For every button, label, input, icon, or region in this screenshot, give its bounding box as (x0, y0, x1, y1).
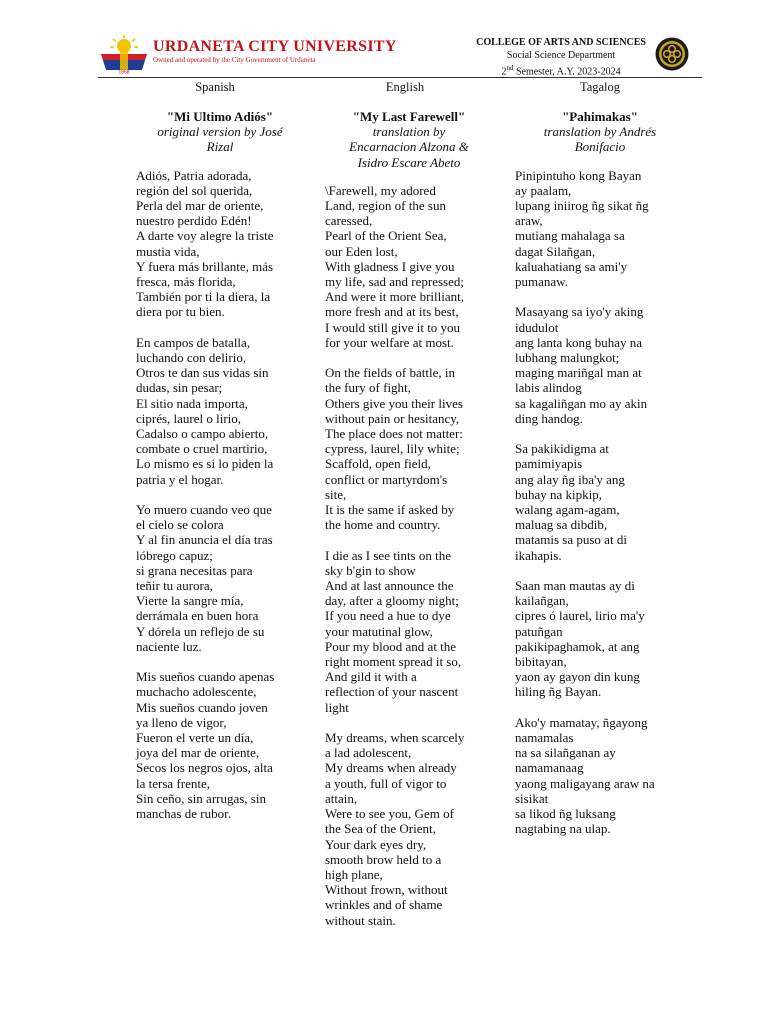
poem-line: sa kagaliñgan mo ay akin (515, 395, 648, 411)
stanza (325, 365, 493, 532)
poem-line: Sin ceño, sin arrugas, sin (136, 790, 266, 806)
poem-line: Others give you their lives (325, 395, 463, 411)
poem-line: attain, (325, 790, 358, 806)
poem-line: sky b'gin to show (325, 562, 416, 578)
poem-line: the fury of fight, (325, 380, 411, 396)
poem-line: Vierte la sangre mía, (136, 593, 244, 609)
poem-line: bibitayan, (515, 654, 567, 670)
poem-line: ang lanta kong buhay na (515, 334, 643, 350)
poem-line: ikahapis. (515, 547, 562, 563)
poem-line: Yo muero cuando veo que (136, 502, 272, 518)
poem-line: Without frown, without (325, 882, 448, 898)
poem-line: right moment spread it so, (325, 654, 462, 670)
poem-line: lóbrego capuz; (136, 547, 213, 563)
poem-line: lupang iniirog ñg sikat ñg (515, 198, 649, 214)
poem-line: maluag sa dibdib, (515, 517, 608, 533)
poem-line: pakikipaghamok, at ang (515, 638, 640, 654)
college-info (476, 36, 646, 78)
stanza (136, 669, 304, 821)
poem-line: manchas de rubor. (136, 806, 231, 822)
column-language: Spanish (195, 80, 235, 94)
poem-line: mustia vida, (136, 243, 200, 259)
poem-line: My dreams when already (325, 760, 457, 776)
poem-line: buhay na kipkip, (515, 486, 603, 502)
stanza (515, 578, 685, 700)
stanza (136, 168, 304, 320)
poem-line: sa likod ñg luksang (515, 806, 616, 822)
poem-line: Fueron el verte un día, (136, 730, 254, 746)
poem-line: Scaffold, open field, (325, 456, 431, 472)
credit-line: Isidro Escare Abeto (357, 154, 461, 170)
poem-body (325, 183, 493, 928)
column-language: Tagalog (579, 80, 621, 94)
poem-line: conflict or martyrdom's (325, 471, 448, 487)
poem-line: yaon ay gayon din kung (515, 669, 640, 685)
poem-line: diera por tu bien. (136, 304, 225, 320)
poem-line: Y fuera más brillante, más (136, 258, 274, 274)
poem-line: And at last announce the (325, 578, 454, 594)
poem-line: Adiós, Patria adorada, (136, 167, 252, 183)
poem-title: "My Last Farewell" (352, 109, 466, 124)
poem-line: site, (325, 486, 347, 502)
poem-credit (515, 124, 685, 154)
poem-line: si grana necesitas para (136, 562, 253, 578)
university-logo-icon (98, 34, 150, 74)
poem-line: Sa pakikidigma at (515, 441, 609, 457)
poem-line: ya lleno de vigor, (136, 714, 227, 730)
poem-line: Mis sueños cuando joven (136, 699, 268, 715)
poem-credit (136, 124, 304, 154)
poem-line: a youth, full of vigor to (325, 775, 447, 791)
poem-line: nagtabing na ulap. (515, 821, 611, 837)
poem-line: If you need a hue to dye (325, 608, 451, 624)
poem-line: With gladness I give you (325, 258, 455, 274)
poem-line: for your welfare at most. (325, 334, 454, 350)
poem-line: lubhang malungkot; (515, 350, 620, 366)
page-header (0, 0, 768, 80)
poem-line: luchando con delirio, (136, 350, 247, 366)
poem-line: dagat Silañgan, (515, 243, 596, 259)
poem-line: a lad adolescent, (325, 745, 412, 761)
poem-line: fresca, más florida, (136, 274, 236, 290)
poem-line: nuestro perdido Edén! (136, 213, 252, 229)
poem-line: Otros te dan sus vidas sin (136, 365, 269, 381)
poem-line: day, after a gloomy night; (325, 593, 459, 609)
poem-line: Mis sueños cuando apenas (136, 669, 275, 685)
poem-line: También por ti la diera, la (136, 289, 271, 305)
poem-line: caressed, (325, 213, 373, 229)
poem-line: Land, region of the sun (325, 198, 446, 214)
poem-title: "Mi Ultimo Adiós" (166, 109, 274, 124)
poem-line: región del sol querida, (136, 182, 253, 198)
poem-line: joya del mar de oriente, (136, 745, 260, 761)
poem-line: labis alindog (515, 380, 582, 396)
poem-line: On the fields of battle, in (325, 365, 455, 381)
poem-line: And gild it with a (325, 669, 417, 685)
poem-line: cypress, laurel, lily white; (325, 441, 460, 457)
poem-line: En campos de batalla, (136, 334, 251, 350)
poem-line: Masayang sa iyo'y aking (515, 304, 644, 320)
poem-line: namamalas (515, 730, 574, 746)
poem-line: wrinkles and of shame (325, 897, 443, 913)
college-seal-icon (655, 37, 689, 71)
poem-line: pumanaw. (515, 274, 568, 290)
poem-line: matamis sa puso at di (515, 532, 627, 548)
poem-line: high plane, (325, 866, 383, 882)
stanza (515, 441, 685, 563)
university-subtitle: Owned and operated by the City Government of Urdaneta (153, 56, 316, 64)
poem-line: Saan man mautas ay di (515, 578, 635, 594)
poem-line: mutiang mahalaga sa (515, 228, 625, 244)
poem-line: Cadalso o campo abierto, (136, 426, 269, 442)
poem-body (136, 168, 304, 822)
header-divider (98, 77, 702, 78)
stanza (515, 715, 685, 837)
credit-line: translation by Andrés (543, 124, 657, 140)
tagalog-column (515, 80, 685, 852)
poem-line: I die as I see tints on the (325, 547, 451, 563)
poem-line: ding handog. (515, 410, 583, 426)
college-name: COLLEGE OF ARTS AND SCIENCES (476, 37, 646, 48)
poem-line: la tersa frente, (136, 775, 210, 791)
logo-year: 1968 (118, 69, 130, 74)
poem-line: the home and country. (325, 517, 441, 533)
poem-line: namamanaag (515, 760, 584, 776)
poem-line: ang alay ñg iba'y ang (515, 471, 625, 487)
poem-line: I would still give it to you (325, 319, 461, 335)
credit-line: Rizal (206, 139, 234, 155)
stanza (325, 548, 493, 715)
poem-line: without pain or hesitancy, (325, 410, 460, 426)
poem-line: more fresh and at its best, (325, 304, 459, 320)
poem-line: our Eden lost, (325, 243, 398, 259)
poem-line: el cielo se colora (136, 517, 224, 533)
poem-line: The place does not matter: (325, 426, 463, 442)
stanza (515, 168, 685, 290)
poem-line: my life, sad and repressed; (325, 274, 464, 290)
poem-line: without stain. (325, 912, 396, 928)
poem-line: combate o cruel martirio, (136, 441, 268, 457)
poem-line: kailañgan, (515, 593, 569, 609)
english-column (325, 80, 493, 943)
semester-info: 2nd Semester, A.Y. 2023-2024 (501, 64, 621, 78)
poem-line: Y al fin anuncia el día tras (136, 532, 273, 548)
spanish-column (136, 80, 304, 836)
poem-line: na sa silañganan ay (515, 745, 616, 761)
poem-line: muchacho adolescente, (136, 684, 257, 700)
poem-line: Pearl of the Orient Sea, (325, 228, 447, 244)
poem-line: walang agam-agam, (515, 502, 620, 518)
poem-line: \Farewell, my adored (325, 182, 436, 198)
credit-line: Encarnacion Alzona & (349, 139, 469, 155)
poem-line: Pour my blood and at the (325, 638, 457, 654)
poem-title: "Pahimakas" (562, 109, 638, 124)
poem-line: light (325, 699, 349, 715)
poem-line: idudulot (515, 319, 559, 335)
poem-line: patuñgan (515, 623, 563, 639)
credit-line: translation by (372, 124, 446, 140)
poem-line: Were to see you, Gem of (325, 806, 454, 822)
stanza (136, 502, 304, 654)
poem-line: maging mariñgal man at (515, 365, 642, 381)
poem-line: naciente luz. (136, 638, 202, 654)
poem-line: sisikat (515, 790, 549, 806)
poem-line: Perla del mar de oriente, (136, 198, 264, 214)
poem-line: patria y el hogar. (136, 471, 224, 487)
poem-line: And were it more brilliant, (325, 289, 464, 305)
poem-line: your matutinal glow, (325, 623, 433, 639)
column-language: English (385, 80, 425, 94)
university-name: URDANETA CITY UNIVERSITY (153, 38, 397, 55)
department-name: Social Science Department (506, 50, 616, 61)
poem-line: Ako'y mamatay, ñgayong (515, 714, 648, 730)
poem-line: smooth brow held to a (325, 851, 442, 867)
poem-line: pamimiyapis (515, 456, 583, 472)
poem-line: It is the same if asked by (325, 502, 455, 518)
poem-line: ay paalam, (515, 182, 572, 198)
poem-line: A darte voy alegre la triste (136, 228, 274, 244)
poem-line: ciprés, laurel o lirio, (136, 410, 242, 426)
poem-line: Y dórela un reflejo de su (136, 623, 265, 639)
poem-credit (325, 124, 493, 170)
credit-line: original version by José (157, 124, 283, 140)
poem-line: cipres ó laurel, lirio ma'y (515, 608, 645, 624)
poem-line: teñir tu aurora, (136, 578, 213, 594)
credit-line: Bonifacio (574, 139, 626, 155)
poem-line: My dreams, when scarcely (325, 730, 465, 746)
poem-line: Pinipintuho kong Bayan (515, 167, 642, 183)
poem-line: hiling ñg Bayan. (515, 684, 602, 700)
stanza (515, 304, 685, 426)
poem-line: El sitio nada importa, (136, 395, 248, 411)
poem-line: araw, (515, 213, 543, 229)
poem-line: dudas, sin pesar; (136, 380, 223, 396)
poem-line: the Sea of the Orient, (325, 821, 436, 837)
poem-line: kaluahatiang sa ami'y (515, 258, 628, 274)
poem-line: reflection of your nascent (325, 684, 459, 700)
stanza (325, 730, 493, 928)
poem-line: Lo mismo es si lo piden la (136, 456, 274, 472)
stanza (325, 183, 493, 350)
poem-line: Your dark eyes dry, (325, 836, 427, 852)
stanza (136, 335, 304, 487)
poem-line: derrámala en buen hora (136, 608, 259, 624)
poem-body (515, 168, 685, 837)
poem-line: Secos los negros ojos, alta (136, 760, 273, 776)
poem-line: yaong maligayang araw na (515, 775, 655, 791)
